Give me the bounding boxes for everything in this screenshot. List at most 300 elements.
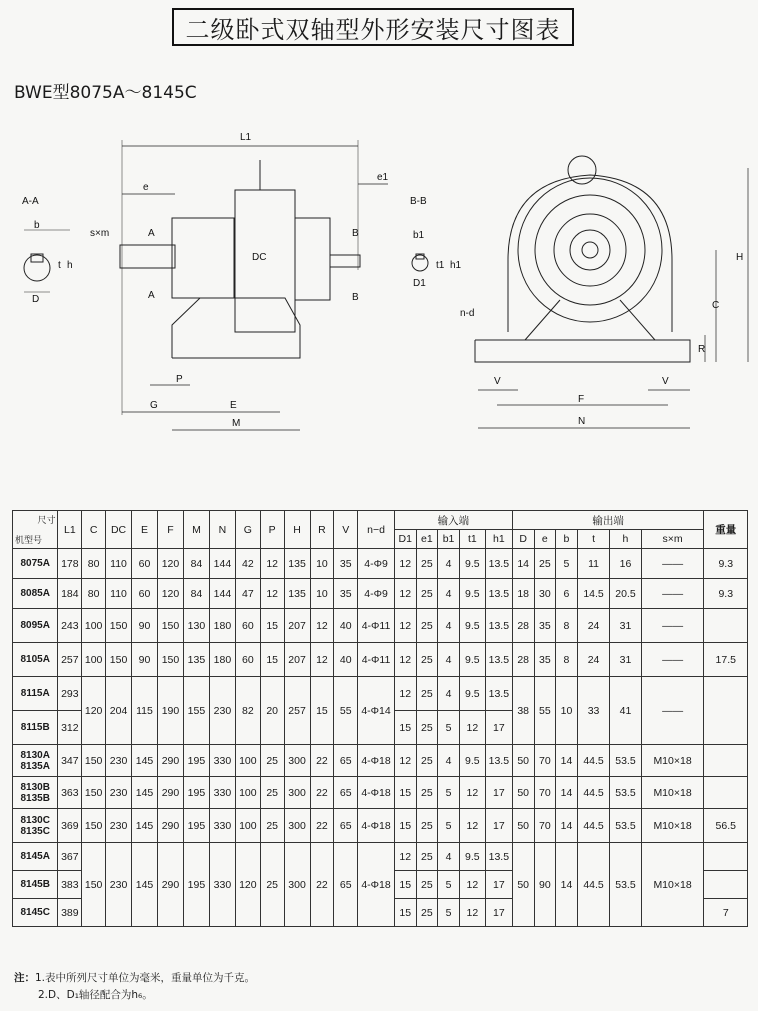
- table-cell: 44.5: [577, 745, 609, 777]
- lifting-eye: [568, 156, 596, 184]
- header-t: t: [577, 530, 609, 549]
- table-cell: 10: [556, 677, 578, 745]
- table-cell: ——: [641, 643, 704, 677]
- table-cell: 35: [534, 609, 556, 643]
- table-cell: 145: [132, 777, 158, 809]
- model-cell: 8130B 8135B: [13, 777, 58, 809]
- table-cell: 41: [610, 677, 641, 745]
- table-cell: 4: [438, 643, 460, 677]
- table-cell: 15: [394, 777, 416, 809]
- table-corner: 尺寸 机型号: [13, 511, 58, 549]
- table-row: [13, 579, 748, 609]
- table-cell: 4-Φ18: [358, 809, 395, 843]
- table-cell: 25: [416, 745, 438, 777]
- notes-label: 注：: [14, 972, 35, 984]
- label-t1: t1: [436, 260, 445, 271]
- table-cell: 9.3: [704, 549, 748, 579]
- table-cell: [704, 609, 748, 643]
- label-P: P: [176, 374, 183, 385]
- header-output-end: 输出端: [512, 511, 704, 530]
- table-cell: 9.5: [459, 643, 485, 677]
- table-cell: 230: [106, 843, 132, 927]
- table-cell: 12: [260, 549, 284, 579]
- header-DC: DC: [106, 511, 132, 549]
- table-cell: 18: [512, 579, 534, 609]
- table-cell: 330: [209, 777, 235, 809]
- header-E: E: [132, 511, 158, 549]
- label-G: G: [150, 400, 158, 411]
- input-shaft-side: [120, 245, 175, 268]
- table-cell: 150: [106, 643, 132, 677]
- base-side: [172, 298, 300, 358]
- table-cell: 330: [209, 745, 235, 777]
- table-cell: 4: [438, 677, 460, 711]
- table-cell: 13.5: [485, 609, 512, 643]
- table-cell: 13.5: [485, 643, 512, 677]
- table-cell: 17: [485, 711, 512, 745]
- label-M: M: [232, 418, 241, 429]
- table-cell: 5: [438, 711, 460, 745]
- label-V-left: V: [494, 376, 501, 387]
- table-cell: 110: [106, 549, 132, 579]
- model-cell: 8130A 8135A: [13, 745, 58, 777]
- table-cell: 70: [534, 809, 556, 843]
- table-cell: 290: [157, 809, 183, 843]
- table-cell: 44.5: [577, 777, 609, 809]
- header-weight: 重量: [704, 511, 748, 549]
- table-cell: 145: [132, 843, 158, 927]
- table-cell: 204: [106, 677, 132, 745]
- table-cell: 180: [209, 609, 235, 643]
- table-cell: 17: [485, 777, 512, 809]
- model-range-subtitle: BWE型8075A～8145C: [14, 83, 197, 103]
- table-cell: 150: [157, 643, 183, 677]
- table-cell: 70: [534, 777, 556, 809]
- table-cell: 367: [58, 843, 82, 871]
- table-cell: 4-Φ14: [358, 677, 395, 745]
- table-cell: 11: [577, 549, 609, 579]
- header-M: M: [183, 511, 209, 549]
- table-cell: 22: [310, 809, 334, 843]
- table-cell: 47: [235, 579, 260, 609]
- table-cell: 22: [310, 777, 334, 809]
- table-cell: 17: [485, 871, 512, 899]
- table-cell: 120: [157, 579, 183, 609]
- table-cell: 135: [284, 579, 310, 609]
- table-cell: 31: [610, 643, 641, 677]
- model-cell: 8130C 8135C: [13, 809, 58, 843]
- table-cell: 4: [438, 745, 460, 777]
- table-cell: 300: [284, 745, 310, 777]
- header-b1: b1: [438, 530, 460, 549]
- table-cell: 230: [106, 777, 132, 809]
- label-t: t: [58, 260, 61, 271]
- table-row: [13, 677, 748, 711]
- table-cell: 5: [556, 549, 578, 579]
- model-cell: 8105A: [13, 643, 58, 677]
- table-cell: 55: [534, 677, 556, 745]
- table-cell: 12: [459, 711, 485, 745]
- table-cell: 25: [260, 745, 284, 777]
- table-cell: 290: [157, 745, 183, 777]
- table-cell: 65: [334, 843, 358, 927]
- model-cell: 8095A: [13, 609, 58, 643]
- label-e: e: [143, 182, 149, 193]
- table-cell: 144: [209, 579, 235, 609]
- table-cell: 10: [310, 549, 334, 579]
- table-row: [13, 809, 748, 843]
- table-cell: ——: [641, 677, 704, 745]
- table-cell: 195: [183, 809, 209, 843]
- table-cell: 15: [394, 871, 416, 899]
- table-cell: 9.5: [459, 677, 485, 711]
- table-cell: 383: [58, 871, 82, 899]
- table-cell: 28: [512, 643, 534, 677]
- table-cell: 4-Φ11: [358, 643, 395, 677]
- table-cell: 13.5: [485, 549, 512, 579]
- model-cell: 8145A: [13, 843, 58, 871]
- label-R: R: [698, 344, 706, 355]
- table-row: [13, 549, 748, 579]
- weight-cell: 7: [704, 899, 748, 927]
- model-cell: 8115B: [13, 711, 58, 745]
- table-cell: 20.5: [610, 579, 641, 609]
- table-cell: 10: [310, 579, 334, 609]
- table-cell: 35: [534, 643, 556, 677]
- table-cell: 100: [235, 777, 260, 809]
- table-cell: M10×18: [641, 745, 704, 777]
- table-cell: 300: [284, 809, 310, 843]
- label-b1: b1: [413, 230, 425, 241]
- table-cell: 389: [58, 899, 82, 927]
- table-cell: 369: [58, 809, 82, 843]
- table-cell: 145: [132, 809, 158, 843]
- table-cell: 12: [394, 643, 416, 677]
- table-cell: 5: [438, 809, 460, 843]
- table-cell: 53.5: [610, 745, 641, 777]
- table-cell: [704, 777, 748, 809]
- table-cell: 12: [459, 809, 485, 843]
- header-h1: h1: [485, 530, 512, 549]
- table-cell: 90: [132, 643, 158, 677]
- table-cell: 190: [157, 677, 183, 745]
- table-cell: 230: [106, 809, 132, 843]
- outline-drawing: [0, 100, 758, 440]
- table-cell: M10×18: [641, 777, 704, 809]
- table-cell: 290: [157, 777, 183, 809]
- header-C: C: [82, 511, 106, 549]
- table-cell: 90: [534, 843, 556, 927]
- note-2: 2.D、D₁轴径配合为h₆。: [38, 989, 153, 1001]
- header-F: F: [157, 511, 183, 549]
- table-cell: 55: [334, 677, 358, 745]
- table-cell: 25: [416, 609, 438, 643]
- header-input-end: 输入端: [394, 511, 512, 530]
- table-cell: 53.5: [610, 809, 641, 843]
- table-cell: 4-Φ18: [358, 777, 395, 809]
- table-cell: 15: [394, 899, 416, 927]
- table-cell: 25: [416, 677, 438, 711]
- table-cell: 5: [438, 899, 460, 927]
- table-cell: 4-Φ18: [358, 843, 395, 927]
- header-nd: n−d: [358, 511, 395, 549]
- page-title: 二级卧式双轴型外形安装尺寸图表: [172, 8, 574, 46]
- table-cell: 150: [157, 609, 183, 643]
- table-cell: 44.5: [577, 843, 609, 927]
- table-cell: 9.3: [704, 579, 748, 609]
- table-cell: 65: [334, 777, 358, 809]
- label-A-top: A: [148, 228, 155, 239]
- table-cell: 17: [485, 899, 512, 927]
- header-L1: L1: [58, 511, 82, 549]
- label-sxm: s×m: [90, 228, 110, 239]
- table-cell: 178: [58, 549, 82, 579]
- table-cell: 25: [416, 777, 438, 809]
- table-cell: 243: [58, 609, 82, 643]
- base-front: [475, 340, 690, 362]
- table-cell: 12: [459, 871, 485, 899]
- table-cell: 40: [334, 609, 358, 643]
- table-cell: 115: [132, 677, 158, 745]
- table-cell: 35: [334, 549, 358, 579]
- table-cell: 17.5: [704, 643, 748, 677]
- table-cell: 12: [459, 899, 485, 927]
- label-h: h: [67, 260, 73, 271]
- label-D1: D1: [413, 278, 426, 289]
- table-cell: 50: [512, 777, 534, 809]
- table-cell: 8: [556, 643, 578, 677]
- table-cell: 4: [438, 579, 460, 609]
- label-V-right: V: [662, 376, 669, 387]
- label-C: C: [712, 300, 720, 311]
- header-D1: D1: [394, 530, 416, 549]
- header-h: h: [610, 530, 641, 549]
- table-cell: 257: [284, 677, 310, 745]
- table-cell: 14: [556, 809, 578, 843]
- table-cell: 25: [260, 843, 284, 927]
- table-cell: 25: [416, 711, 438, 745]
- table-cell: 100: [82, 643, 106, 677]
- table-cell: 9.5: [459, 609, 485, 643]
- table-cell: 5: [438, 777, 460, 809]
- table-cell: 4-Φ18: [358, 745, 395, 777]
- table-cell: 12: [394, 677, 416, 711]
- table-cell: M10×18: [641, 809, 704, 843]
- table-cell: 60: [235, 643, 260, 677]
- table-cell: 5: [438, 871, 460, 899]
- table-cell: 145: [132, 745, 158, 777]
- label-N: N: [578, 416, 586, 427]
- table-cell: 195: [183, 843, 209, 927]
- table-cell: 25: [260, 809, 284, 843]
- table-cell: 24: [577, 643, 609, 677]
- table-cell: 4-Φ9: [358, 549, 395, 579]
- table-cell: 53.5: [610, 777, 641, 809]
- table-cell: 110: [106, 579, 132, 609]
- table-cell: 22: [310, 745, 334, 777]
- table-cell: 6: [556, 579, 578, 609]
- header-D: D: [512, 530, 534, 549]
- table-cell: 184: [58, 579, 82, 609]
- label-nd: n-d: [460, 308, 475, 319]
- label-b: b: [34, 220, 40, 231]
- table-cell: 14: [556, 745, 578, 777]
- table-cell: 9.5: [459, 843, 485, 871]
- table-row: [13, 609, 748, 643]
- label-section-bb: B-B: [410, 196, 427, 207]
- table-cell: 120: [235, 843, 260, 927]
- table-cell: [704, 871, 748, 899]
- header-R: R: [310, 511, 334, 549]
- table-cell: 195: [183, 777, 209, 809]
- table-cell: 25: [534, 549, 556, 579]
- model-cell: 8085A: [13, 579, 58, 609]
- table-cell: M10×18: [641, 843, 704, 927]
- table-cell: 13.5: [485, 677, 512, 711]
- table-cell: 12: [394, 745, 416, 777]
- table-cell: 13.5: [485, 745, 512, 777]
- table-cell: 135: [183, 643, 209, 677]
- table-cell: 120: [82, 677, 106, 745]
- table-cell: 9.5: [459, 579, 485, 609]
- table-cell: 300: [284, 777, 310, 809]
- table-cell: 50: [512, 809, 534, 843]
- header-b: b: [556, 530, 578, 549]
- table-cell: 25: [260, 777, 284, 809]
- table-cell: 100: [82, 609, 106, 643]
- table-cell: 50: [512, 745, 534, 777]
- table-cell: 13.5: [485, 579, 512, 609]
- table-cell: 25: [416, 579, 438, 609]
- label-h1: h1: [450, 260, 462, 271]
- table-cell: 56.5: [704, 809, 748, 843]
- table-cell: 207: [284, 609, 310, 643]
- model-cell: 8145B: [13, 871, 58, 899]
- table-cell: 25: [416, 843, 438, 871]
- label-A-bottom: A: [148, 290, 155, 301]
- model-cell: 8145C: [13, 899, 58, 927]
- table-cell: [704, 677, 748, 745]
- table-cell: 80: [82, 579, 106, 609]
- table-cell: 207: [284, 643, 310, 677]
- table-cell: 38: [512, 677, 534, 745]
- table-cell: 135: [284, 549, 310, 579]
- table-cell: 4: [438, 609, 460, 643]
- table-cell: 150: [82, 745, 106, 777]
- label-DC: DC: [252, 252, 267, 263]
- table-cell: 150: [82, 777, 106, 809]
- table-cell: 17: [485, 809, 512, 843]
- table-cell: 44.5: [577, 809, 609, 843]
- table-cell: 12: [310, 609, 334, 643]
- table-row: [13, 745, 748, 777]
- header-N: N: [209, 511, 235, 549]
- table-cell: 90: [132, 609, 158, 643]
- table-cell: 25: [416, 549, 438, 579]
- table-cell: 35: [334, 579, 358, 609]
- table-cell: 25: [416, 899, 438, 927]
- table-cell: 40: [334, 643, 358, 677]
- table-cell: 15: [394, 809, 416, 843]
- table-cell: 100: [235, 745, 260, 777]
- table-cell: 65: [334, 745, 358, 777]
- table-cell: 80: [82, 549, 106, 579]
- table-cell: 60: [235, 609, 260, 643]
- table-cell: 347: [58, 745, 82, 777]
- table-cell: 230: [209, 677, 235, 745]
- header-sxm: s×m: [641, 530, 704, 549]
- output-shaft-side: [330, 255, 360, 267]
- table-cell: 20: [260, 677, 284, 745]
- table-cell: 12: [260, 579, 284, 609]
- table-cell: 290: [157, 843, 183, 927]
- label-B-bottom: B: [352, 292, 359, 303]
- table-cell: 300: [284, 843, 310, 927]
- table-cell: 31: [610, 609, 641, 643]
- model-cell: 8075A: [13, 549, 58, 579]
- table-cell: 155: [183, 677, 209, 745]
- header-P: P: [260, 511, 284, 549]
- table-cell: 50: [512, 843, 534, 927]
- header-G: G: [235, 511, 260, 549]
- table-cell: 28: [512, 609, 534, 643]
- table-cell: 30: [534, 579, 556, 609]
- table-cell: 14.5: [577, 579, 609, 609]
- table-cell: 14: [556, 777, 578, 809]
- table-cell: 82: [235, 677, 260, 745]
- label-section-aa: A-A: [22, 196, 39, 207]
- table-cell: 363: [58, 777, 82, 809]
- table-cell: 120: [157, 549, 183, 579]
- table-cell: 144: [209, 549, 235, 579]
- table-cell: ——: [641, 579, 704, 609]
- shaft-section-aa: [24, 255, 50, 281]
- table-cell: 15: [394, 711, 416, 745]
- table-cell: [704, 843, 748, 871]
- table-cell: 15: [310, 677, 334, 745]
- table-cell: 257: [58, 643, 82, 677]
- table-row: [13, 643, 748, 677]
- table-cell: 16: [610, 549, 641, 579]
- table-cell: 60: [132, 579, 158, 609]
- label-L1: L1: [240, 132, 252, 143]
- table-cell: 8: [556, 609, 578, 643]
- table-cell: 12: [394, 609, 416, 643]
- table-cell: 25: [416, 871, 438, 899]
- table-cell: 12: [394, 549, 416, 579]
- table-cell: 12: [459, 777, 485, 809]
- header-V: V: [334, 511, 358, 549]
- table-cell: ——: [641, 609, 704, 643]
- table-cell: 330: [209, 809, 235, 843]
- table-cell: 42: [235, 549, 260, 579]
- table-cell: ——: [641, 549, 704, 579]
- table-cell: 15: [260, 643, 284, 677]
- table-cell: 4: [438, 549, 460, 579]
- table-cell: 33: [577, 677, 609, 745]
- table-cell: 130: [183, 609, 209, 643]
- header-t1: t1: [459, 530, 485, 549]
- table-cell: 13.5: [485, 843, 512, 871]
- label-E: E: [230, 400, 237, 411]
- table-row: [13, 777, 748, 809]
- note-1: 1.表中所列尺寸单位为毫米，重量单位为千克。: [35, 972, 256, 984]
- table-cell: 195: [183, 745, 209, 777]
- label-H: H: [736, 252, 744, 263]
- table-cell: 12: [310, 643, 334, 677]
- table-cell: 230: [106, 745, 132, 777]
- table-cell: 4-Φ9: [358, 579, 395, 609]
